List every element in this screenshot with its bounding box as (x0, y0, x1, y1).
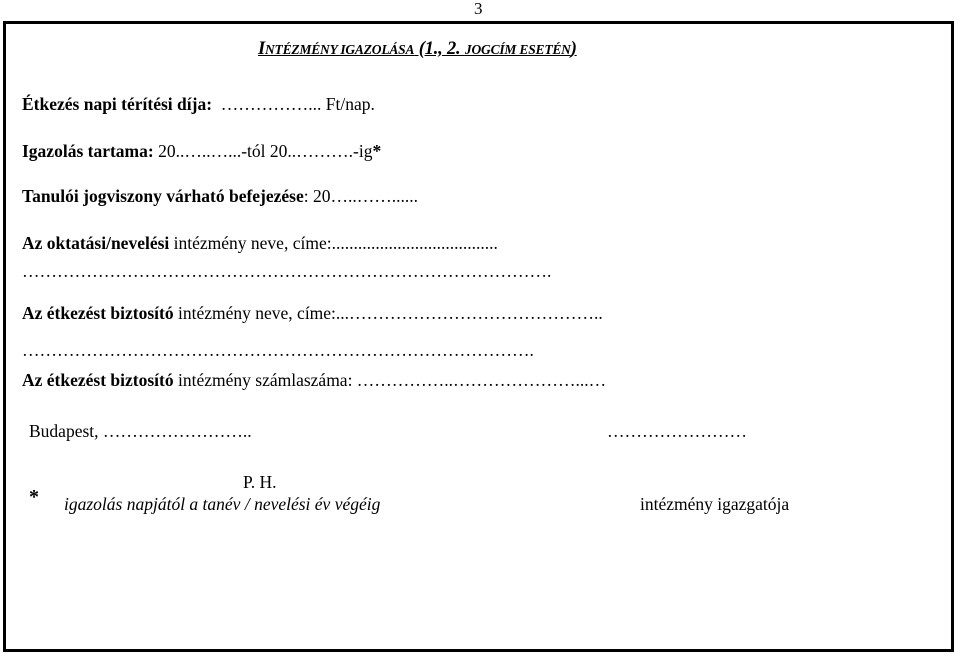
etkezes-row (22, 94, 375, 115)
szamlaszam-label: Az étkezést biztosító (22, 370, 174, 390)
etkezest-biztosito-row (22, 303, 603, 324)
certificate-frame (3, 21, 954, 652)
title-paren-open: (1., 2. (414, 39, 465, 59)
etkezes-value[interactable]: ……………... Ft/nap. (212, 94, 375, 114)
tanuloi-row (22, 186, 418, 207)
footnote-text: igazolás napjától a tanév / nevelési év végéig (64, 494, 381, 514)
igazolas-star: * (372, 141, 382, 161)
title-main: NTÉZMÉNY IGAZOLÁSA (265, 42, 415, 57)
form-title (258, 39, 577, 60)
szamlaszam-value[interactable]: intézmény számlaszáma: ……………..…………………...… (173, 370, 607, 390)
oktatasi-value[interactable]: intézmény neve, címe:...................................... (169, 233, 498, 253)
tanuloi-label: Tanulói jogviszony várható befejezése (22, 186, 304, 206)
etkezest-biztosito-continuation[interactable]: ……………………………………………………………………………. (22, 340, 534, 360)
footnote-mark: * (29, 486, 39, 508)
oktatasi-continuation[interactable]: ………………………………………………………………………………. (22, 261, 552, 281)
stamp-ph: P. H. (243, 472, 277, 492)
page-number: 3 (474, 0, 483, 18)
etkezest-biztosito-value[interactable]: intézmény neve, címe:...…………………………………….. (173, 303, 603, 323)
tanuloi-value[interactable]: : 20…..……...... (303, 186, 419, 206)
igazolas-row (22, 141, 381, 162)
igazolas-label: Igazolás tartama: (22, 141, 154, 161)
place-date[interactable]: Budapest, …………………….. (29, 421, 252, 441)
oktatasi-label: Az oktatási/nevelési (22, 233, 170, 253)
igazolas-value[interactable]: 20..…..…...-tól 20..……….-ig (153, 141, 373, 161)
etkezest-biztosito-label: Az étkezést biztosító (22, 303, 174, 323)
title-jogcim: JOGCÍM ESETÉN (464, 42, 571, 57)
signature-line[interactable]: …………………… (607, 421, 747, 441)
szamlaszam-row (22, 370, 606, 391)
director-title: intézmény igazgatója (640, 494, 790, 514)
title-initial: I (258, 39, 265, 59)
oktatasi-row (22, 233, 498, 254)
etkezes-label: Étkezés napi térítési díja: (22, 94, 213, 114)
title-paren-close: ) (570, 39, 577, 59)
